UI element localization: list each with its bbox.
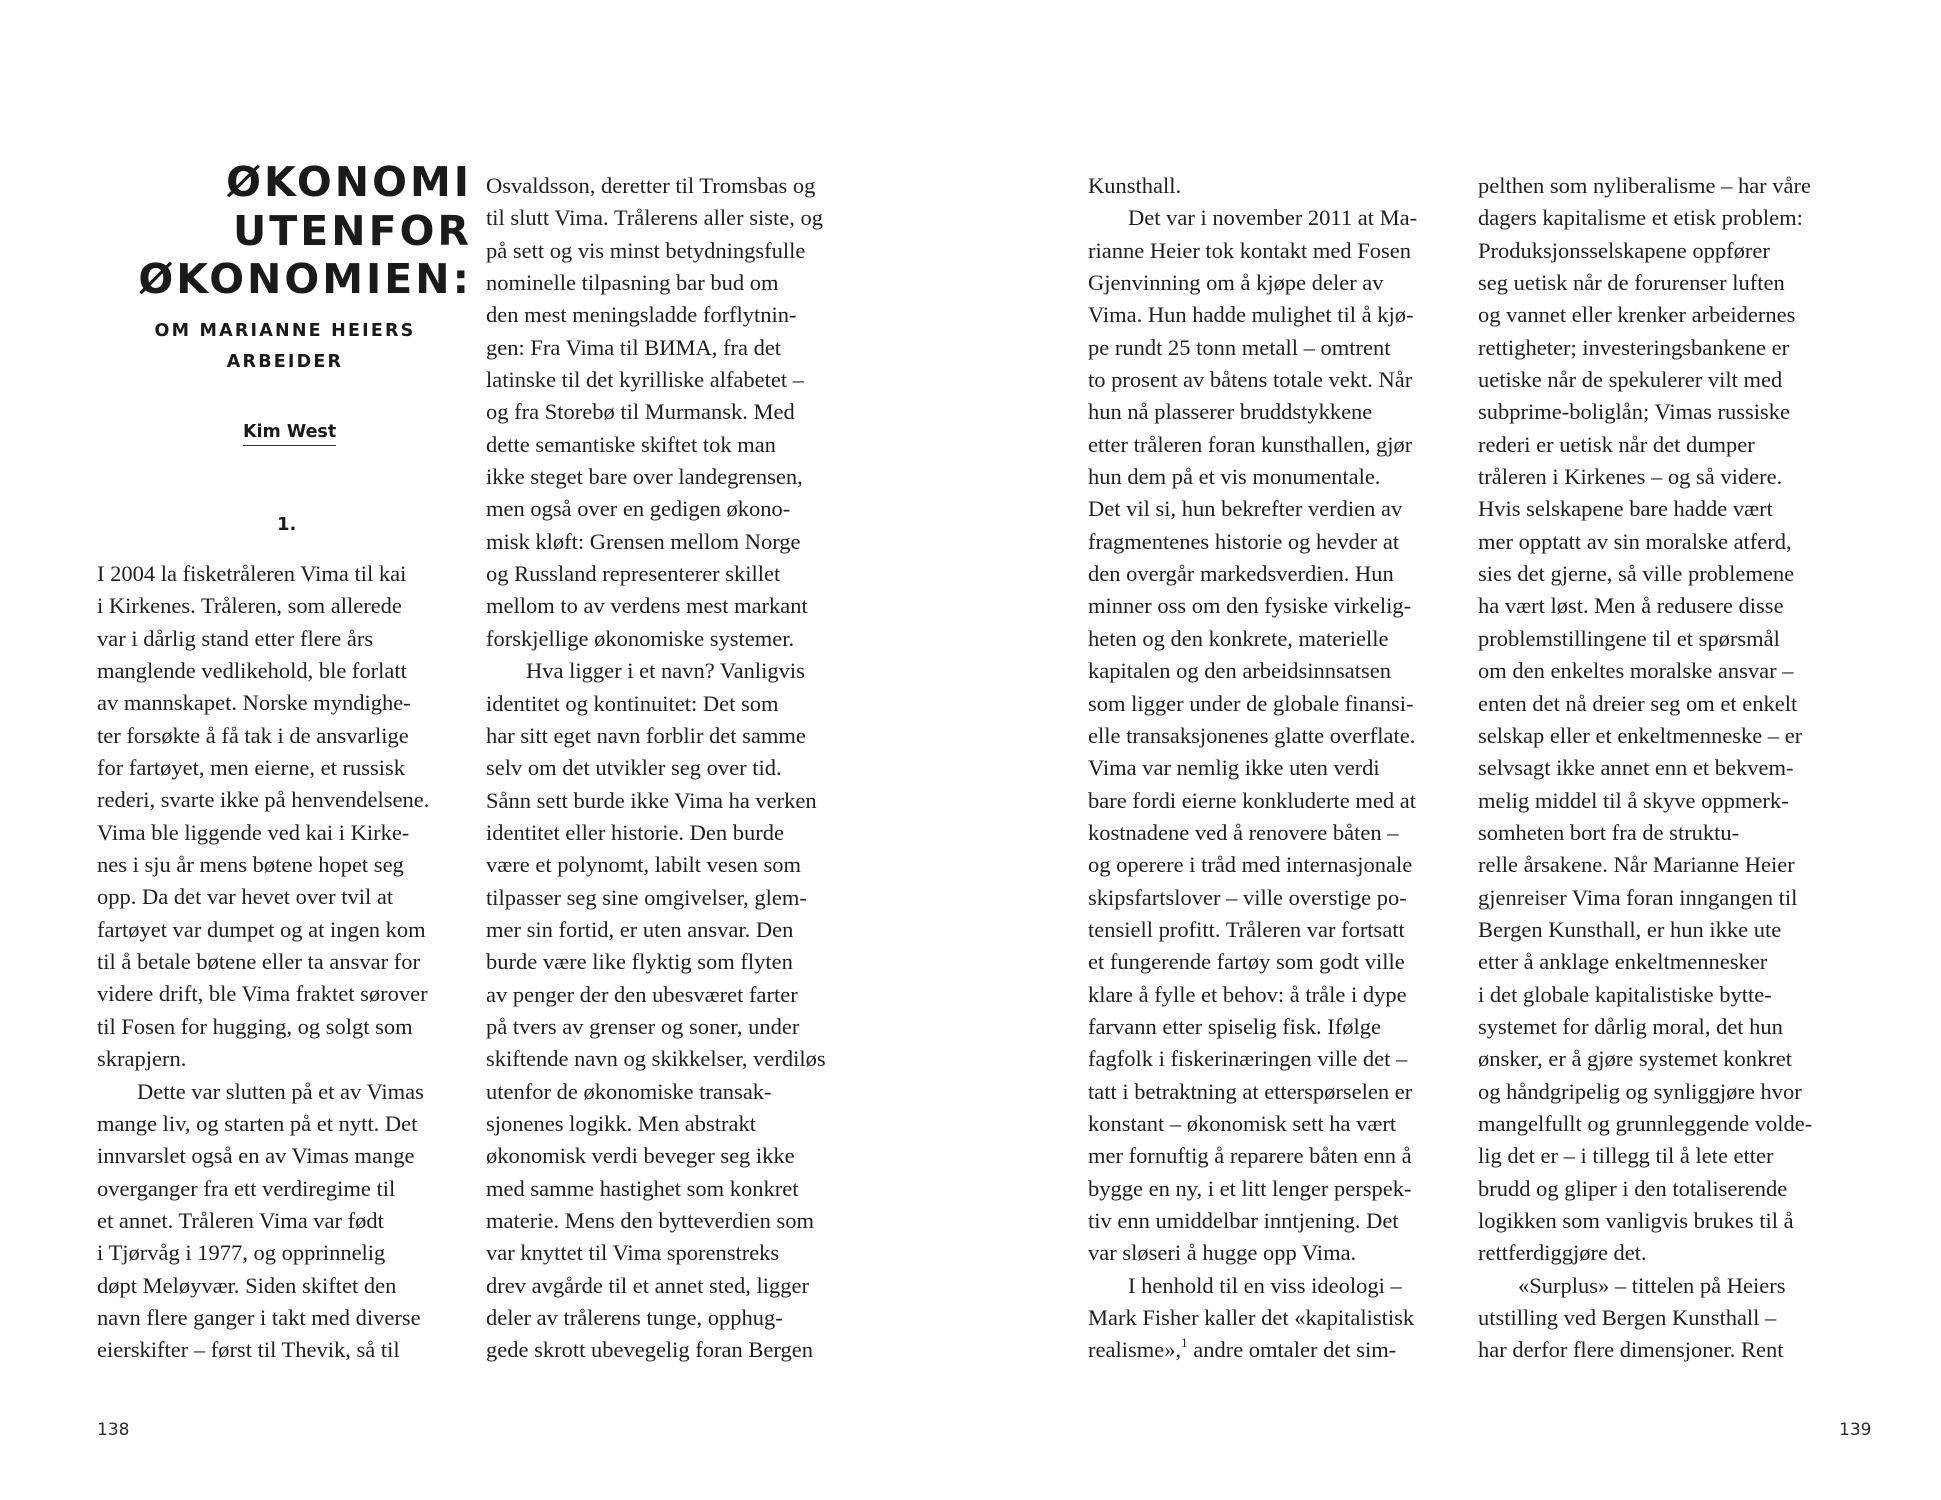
text-line: hun nå plasserer bruddstykkene [1088, 399, 1373, 425]
article-subtitle [120, 316, 450, 378]
text-line: utenfor de økonomiske transak- [486, 1078, 772, 1104]
text-line: tensiell profitt. Tråleren var fortsatt [1088, 916, 1405, 942]
right-page [970, 0, 1941, 1500]
text-line: identitet eller historie. Den burde [486, 819, 785, 845]
text-line: på sett og vis minst betydningsfulle [486, 237, 806, 263]
text-line: skrapjern. [97, 1046, 187, 1072]
text-line: fragmentenes historie og hevder at [1088, 528, 1400, 554]
text-line: Det var i november 2011 at Ma- [1128, 205, 1418, 231]
text-line: materie. Mens den bytteverdien som [486, 1208, 815, 1233]
text-line: utstilling ved Bergen Kunsthall – [1478, 1305, 1777, 1331]
text-line: den overgår markedsverdien. Hun [1088, 561, 1394, 587]
text-line: i Tjørvåg i 1977, og opprinnelig [97, 1240, 386, 1266]
footnote-marker[interactable]: 1 [1181, 1334, 1188, 1350]
text-line: pe rundt 25 tonn metall – omtrent [1088, 334, 1391, 360]
text-line: og operere i tråd med internasjonale [1088, 852, 1413, 878]
text-line: Kunsthall. [1088, 173, 1182, 198]
text-line: Osvaldsson, deretter til Tromsbas og [486, 173, 816, 198]
text-line: til Fosen for hugging, og solgt som [97, 1013, 413, 1039]
title-line: ØKONOMI [226, 158, 472, 206]
text-line: eierskifter – først til Thevik, så til [97, 1337, 400, 1363]
text-line: «Surplus» – tittelen på Heiers [1518, 1272, 1786, 1298]
text-line: seg uetisk når de forurenser luften [1478, 270, 1785, 296]
text-line: tråleren i Kirkenes – og så videre. [1478, 464, 1783, 490]
text-line: bare fordi eierne konkluderte med at [1088, 787, 1416, 813]
text-line: gen: Fra Vima til ВИМА, fra det [486, 334, 782, 360]
text-line: kapitalen og den arbeidsinnsatsen [1088, 658, 1392, 684]
text-line: Hvis selskapene bare hadde vært [1478, 496, 1773, 522]
text-line: elle transaksjonenes glatte overflate. [1088, 722, 1416, 748]
text-line: dette semantiske skiftet tok man [486, 431, 776, 457]
text-line: og vannet eller krenker arbeidernes [1478, 302, 1796, 328]
text-line: et fungerende fartøy som godt ville [1088, 949, 1405, 975]
text-line: har derfor flere dimensjoner. Rent [1478, 1337, 1784, 1363]
text-line: rederi er uetisk når det dumper [1478, 431, 1755, 457]
text-line: heten og den konkrete, materielle [1088, 625, 1389, 651]
text-line: men også over en gedigen økono- [486, 496, 791, 522]
text-line: selvsagt ikke annet enn et bekvem- [1478, 755, 1794, 781]
text-line: tatt i betraktning at etterspørselen er [1088, 1078, 1413, 1104]
text-line: var sløseri å hugge opp Vima. [1088, 1240, 1357, 1266]
text-line: logikken som vanligvis brukes til å [1478, 1208, 1794, 1233]
text-line: navn flere ganger i takt med diverse [97, 1304, 421, 1330]
text-line: etter tråleren foran kunsthallen, gjør [1088, 431, 1413, 457]
text-line: manglende vedlikehold, ble forlatt [97, 658, 407, 684]
text-line: mer fornuftig å reparere båten enn å [1088, 1143, 1412, 1169]
text-line: rederi, svarte ikke på henvendelsene. [97, 787, 430, 813]
text-line: til slutt Vima. Trålerens aller siste, og [486, 205, 823, 231]
text-line: farvann etter spiselig fisk. Ifølge [1088, 1013, 1382, 1039]
text-line: ønsker, er å gjøre systemet konkret [1478, 1046, 1793, 1072]
text-line: forskjellige økonomiske systemer. [486, 625, 795, 651]
text-line: tiv enn umiddelbar inntjening. Det [1088, 1208, 1399, 1233]
text-line: den mest meningsladde forflytnin- [486, 302, 797, 328]
text-line: fartøyet var dumpet og at ingen kom [97, 916, 426, 942]
text-line: sies det gjerne, så ville problemene [1478, 561, 1795, 587]
text-line: økonomisk verdi beveger seg ikke [486, 1143, 795, 1169]
text-line: deler av trålerens tunge, opphug- [486, 1305, 783, 1331]
text-line: tilpasser seg sine omgivelser, glem- [486, 884, 807, 910]
text-line: på tvers av grenser og soner, under [486, 1013, 800, 1039]
text-line: nes i sju år mens bøtene hopet seg [97, 852, 404, 878]
text-line: mange liv, og starten på et nytt. Det [97, 1110, 418, 1136]
text-line: klare å fylle et behov: å tråle i dype [1088, 981, 1407, 1007]
text-line: et annet. Tråleren Vima var født [97, 1207, 384, 1233]
text-line: Vima var nemlig ikke uten verdi [1088, 755, 1380, 781]
text-line: Mark Fisher kaller det «kapitalistisk [1088, 1305, 1415, 1331]
text-line: av mannskapet. Norske myndighe- [97, 690, 411, 716]
title-line: UTENFOR [232, 206, 472, 255]
text-line: I henhold til en viss ideologi – [1128, 1272, 1402, 1298]
text-line: latinske til det kyrilliske alfabetet – [486, 367, 805, 393]
text-line: mangelfullt og grunnleggende volde- [1478, 1110, 1813, 1136]
text-line: innvarslet også en av Vimas mange [97, 1143, 415, 1169]
text-line: lig det er – i tillegg til å lete etter [1478, 1143, 1774, 1169]
text-line: overganger fra ett verdiregime til [97, 1175, 396, 1201]
author-byline: Kim West [243, 422, 336, 446]
text-line: mellom to av verdens mest markant [486, 593, 808, 619]
text-line: har sitt eget navn forblir det samme [486, 722, 806, 748]
text-line: og fra Storebø til Murmansk. Med [486, 399, 795, 425]
text-line: ter forsøkte å få tak i de ansvarlige [97, 722, 409, 748]
subtitle-line: ARBEIDER [226, 352, 344, 372]
text-column-3 [1088, 170, 1466, 1367]
text-line: om den enkeltes moralske ansvar – [1478, 658, 1794, 684]
text-line: burde være like flyktig som flyten [486, 949, 793, 975]
text-line: var knyttet til Vima sporenstreks [486, 1240, 780, 1266]
text-line: rettigheter; investeringsbankene er [1478, 334, 1790, 360]
text-line: Gjenvinning om å kjøpe deler av [1088, 270, 1384, 296]
text-column-4 [1478, 170, 1856, 1367]
text-line: Bergen Kunsthall, er hun ikke ute [1478, 916, 1782, 942]
text-line: relle årsakene. Når Marianne Heier [1478, 852, 1795, 878]
text-line: og Russland representerer skillet [486, 561, 781, 587]
article-title [97, 158, 472, 304]
text-line: videre drift, ble Vima fraktet sørover [97, 981, 428, 1007]
text-line: dagers kapitalisme et etisk problem: [1478, 205, 1803, 231]
text-line: for fartøyet, men eierne, et russisk [97, 755, 406, 781]
text-line: opp. Da det var hevet over tvil at [97, 884, 394, 910]
text-line: Dette var slutten på et av Vimas [137, 1078, 424, 1104]
text-line: realisme»,$^1$ andre omtaler det sim- [1088, 1334, 1397, 1363]
page-number-left: 138 [97, 1420, 130, 1440]
left-page [0, 0, 970, 1500]
text-line: to prosent av båtens totale vekt. Når [1088, 367, 1413, 393]
text-line: være et polynomt, labilt vesen som [486, 852, 801, 878]
text-line: konstant – økonomisk sett ha vært [1088, 1110, 1397, 1136]
text-line: pelthen som nyliberalisme – har våre [1478, 173, 1812, 198]
text-column-2 [486, 170, 864, 1367]
text-line: i Kirkenes. Tråleren, som allerede [97, 593, 402, 619]
text-line: i det globale kapitalistiske bytte- [1478, 981, 1772, 1007]
text-line: Det vil si, hun bekrefter verdien av [1088, 496, 1403, 522]
section-number: 1. [277, 514, 297, 535]
text-line: uetiske når de spekulerer vilt med [1478, 367, 1783, 393]
subtitle-line: OM MARIANNE HEIERS [154, 321, 416, 341]
text-line: ikke steget bare over landegrensen, [486, 464, 803, 490]
text-line: Sånn sett burde ikke Vima ha verken [486, 787, 817, 813]
text-line: nominelle tilpasning bar bud om [486, 270, 779, 296]
text-line: identitet og kontinuitet: Det som [486, 690, 779, 716]
text-line: ha vært løst. Men å redusere disse [1478, 593, 1784, 619]
text-line: selv om det utvikler seg over tid. [486, 755, 782, 781]
text-line: misk kløft: Grensen mellom Norge [486, 528, 801, 554]
text-line: og håndgripelig og synliggjøre hvor [1478, 1078, 1802, 1104]
text-line: mer sin fortid, er uten ansvar. Den [486, 916, 794, 942]
page-number-right: 139 [1839, 1420, 1872, 1440]
text-line: rettferdiggjøre det. [1478, 1240, 1647, 1266]
text-line: minner oss om den fysiske virkelig- [1088, 593, 1412, 619]
text-line: problemstillingene til et spørsmål [1478, 625, 1780, 651]
text-line: I 2004 la fisketråleren Vima til kai [97, 561, 407, 586]
text-line: hun dem på et vis monumentale. [1088, 464, 1381, 490]
text-line: gede skrott ubevegelig foran Bergen [486, 1337, 813, 1363]
text-line: brudd og gliper i den totaliserende [1478, 1175, 1788, 1201]
text-line: selskap eller et enkeltmenneske – er [1478, 722, 1803, 748]
text-line: somheten bort fra de struktu- [1478, 819, 1740, 845]
text-line: til å betale bøtene eller ta ansvar for [97, 949, 420, 975]
text-line: skipsfartslover – ville overstige po- [1088, 884, 1407, 910]
text-line: etter å anklage enkeltmennesker [1478, 949, 1768, 975]
text-line: sjonenes logikk. Men abstrakt [486, 1110, 756, 1136]
text-line: subprime-boliglån; Vimas russiske [1478, 399, 1790, 425]
text-line: bygge en ny, i et litt lenger perspek- [1088, 1175, 1412, 1201]
text-line: med samme hastighet som konkret [486, 1175, 799, 1201]
text-column-1 [97, 558, 475, 1367]
text-line: gjenreiser Vima foran inngangen til [1478, 884, 1798, 910]
text-line: systemet for dårlig moral, det hun [1478, 1013, 1783, 1039]
text-line: mer opptatt av sin moralske atferd, [1478, 528, 1792, 554]
text-line: skiftende navn og skikkelser, verdiløs [486, 1046, 826, 1072]
text-line: Vima ble liggende ved kai i Kirke- [97, 819, 410, 845]
title-line: ØKONOMIEN: [138, 255, 472, 303]
text-line: melig middel til å skyve oppmerk- [1478, 787, 1789, 813]
text-line: Produksjonsselskapene oppfører [1478, 237, 1770, 263]
text-line: Vima. Hun hadde mulighet til å kjø- [1088, 302, 1414, 328]
text-line: fagfolk i fiskerinæringen ville det – [1088, 1046, 1408, 1072]
text-line: Hva ligger i et navn? Vanligvis [526, 658, 805, 684]
text-line: var i dårlig stand etter flere års [97, 625, 374, 651]
text-line: kostnadene ved å renovere båten – [1088, 819, 1399, 845]
text-line: av penger der den ubesværet farter [486, 981, 798, 1007]
text-line: drev avgårde til et annet sted, ligger [486, 1272, 809, 1298]
text-line: rianne Heier tok kontakt med Fosen [1088, 237, 1412, 263]
text-line: som ligger under de globale finansi- [1088, 690, 1414, 716]
text-line: døpt Meløyvær. Siden skiftet den [97, 1272, 397, 1298]
text-line: enten det nå dreier seg om et enkelt [1478, 690, 1798, 716]
